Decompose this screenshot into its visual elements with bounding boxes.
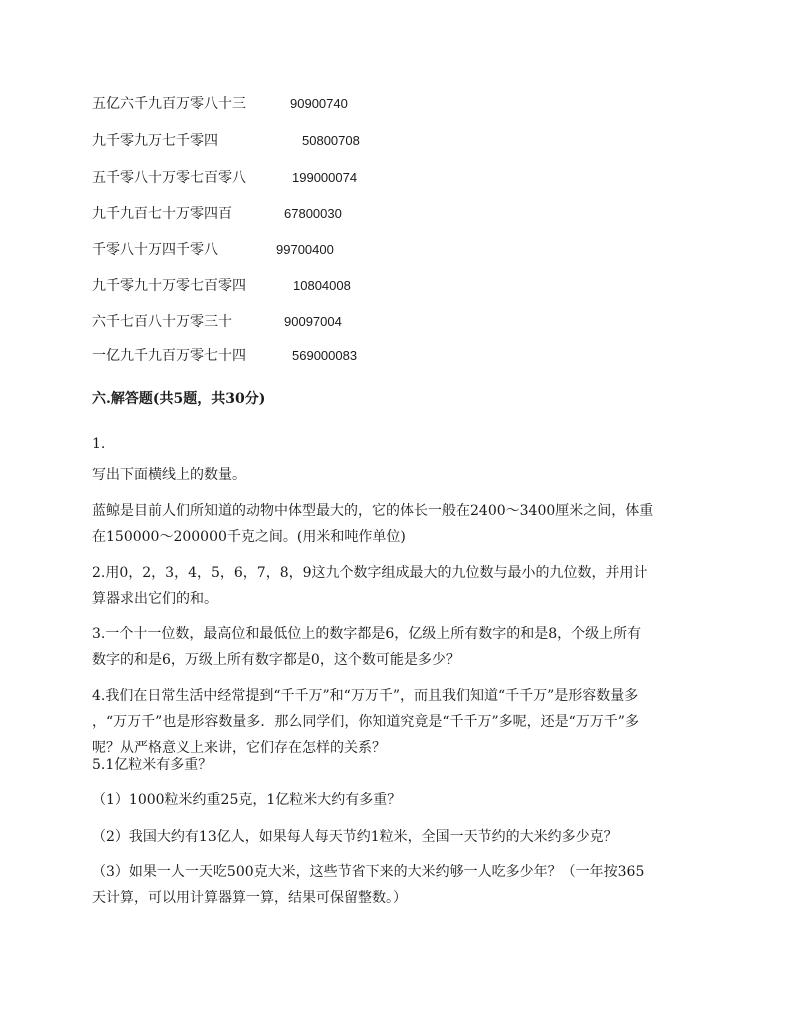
text-line: 数字的和是6，万级上所有数字都是0，这个数可能是多少？ [92,652,460,668]
matching-row [92,203,342,225]
chinese-number-words: 一亿九千九百万零七十四 [92,348,246,364]
chinese-number-words: 五亿六千九百万零八十三 [92,96,246,112]
matching-row [92,311,342,333]
question-1-number: 1. [92,436,106,452]
question-1-text [92,498,712,550]
arabic-number: 10804008 [293,278,351,293]
chinese-number-words: 五千零八十万零七百零八 [92,170,246,186]
question-2 [92,560,712,612]
text-line: 在150000～200000千克之间。(用米和吨作单位) [92,529,406,545]
section-heading: 六.解答题(共5题，共30分) [92,391,266,407]
matching-row [92,130,360,152]
arabic-number: 67800030 [284,206,342,221]
arabic-number: 50800708 [302,133,360,148]
arabic-number: 99700400 [276,242,334,257]
text-line: 3.一个十一位数，最高位和最低位上的数字都是6，亿级上所有数字的和是8，个级上所有 [92,626,642,642]
matching-row [92,93,348,115]
question-1-instruction: 写出下面横线上的数量。 [92,467,246,483]
chinese-number-words: 千零八十万四千零八 [92,242,218,258]
text-line: ，“万万千”也是形容数量多．那么同学们，你知道究竟是“千千万”多呢，还是“万万千”多 [92,714,639,730]
chinese-number-words: 六千七百八十万零三十 [92,314,232,330]
arabic-number: 90900740 [290,96,348,111]
arabic-number: 90097004 [284,314,342,329]
text-line: 蓝鲸是目前人们所知道的动物中体型最大的，它的体长一般在2400～3400厘米之间，体重 [92,503,654,519]
question-4 [92,683,712,761]
text-line: 4.我们在日常生活中经常提到“千千万”和“万万千”，而且我们知道“千千万”是形容数量多 [92,688,639,704]
matching-row [92,239,334,261]
arabic-number: 199000074 [292,170,358,185]
text-line: 呢？从严格意义上来讲，它们存在怎样的关系？ [92,740,386,756]
text-line: （3）如果一人一天吃500克大米，这些节省下来的大米约够一人吃多少年？（一年按365 [92,864,645,880]
question-5-sub-2: （2）我国大约有13亿人，如果每人每天节约1粒米，全国一天节约的大米约多少克？ [92,829,618,845]
chinese-number-words: 九千九百七十万零四百 [92,206,232,222]
chinese-number-words: 九千零九万七千零四 [92,133,218,149]
chinese-number-words: 九千零九十万零七百零四 [92,278,246,294]
text-line: 算器求出它们的和。 [92,591,218,607]
question-5-title: 5.1亿粒米有多重？ [92,757,213,773]
question-3 [92,621,712,673]
matching-row [92,345,358,367]
question-5-sub-3 [92,859,712,911]
text-line: 2.用0，2，3，4，5，6，7，8，9这九个数字组成最大的九位数与最小的九位数，并用计 [92,565,648,581]
matching-row [92,167,358,189]
text-line: 天计算，可以用计算器算一算，结果可保留整数。） [92,890,407,906]
matching-row [92,275,351,297]
question-5-sub-1: （1）1000粒米约重25克，1亿粒米大约有多重？ [92,792,402,808]
arabic-number: 569000083 [292,348,358,363]
